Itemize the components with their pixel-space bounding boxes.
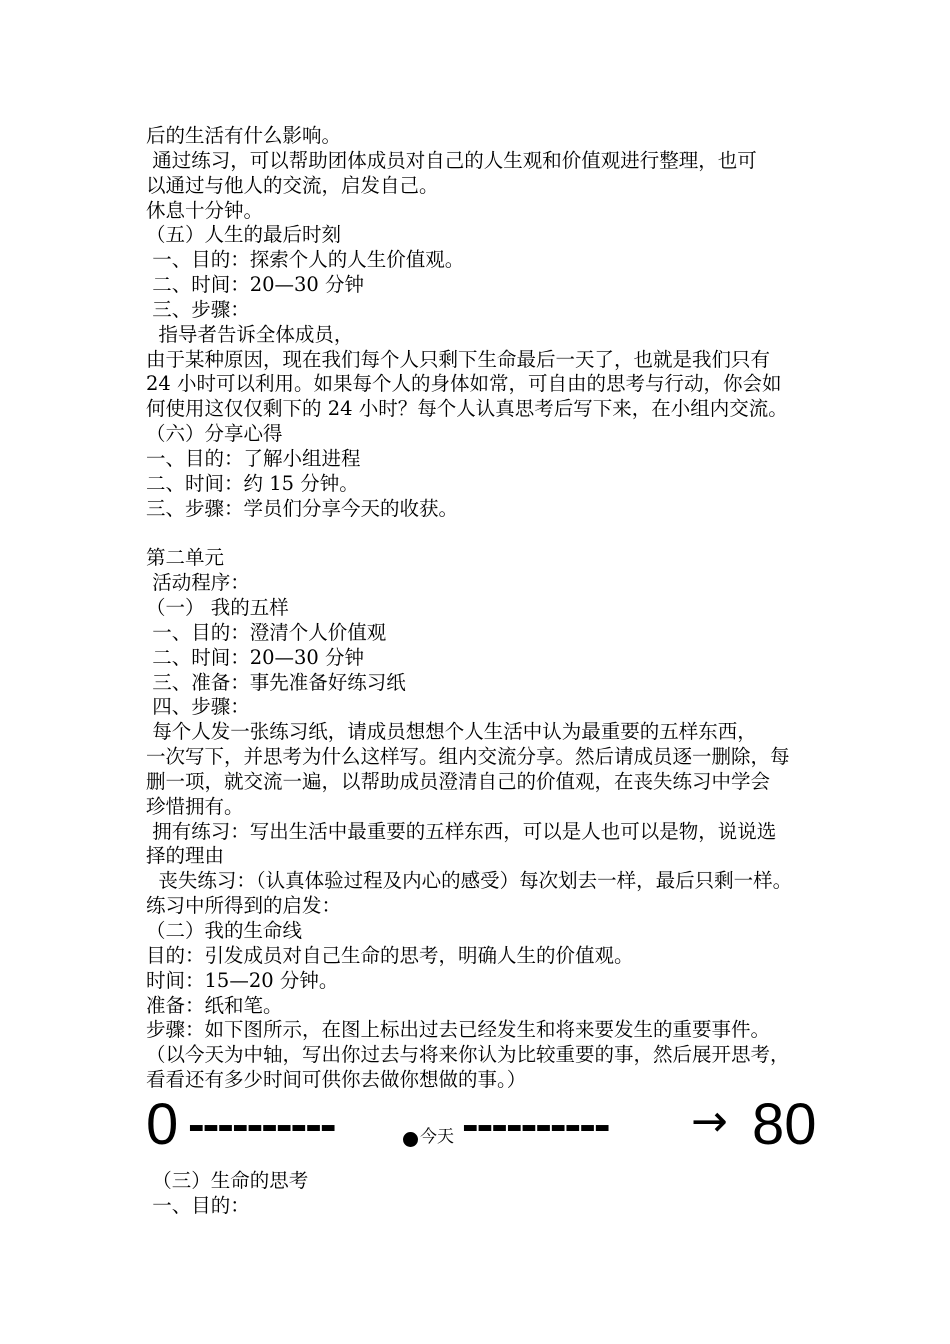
text-line: 练习中所得到的启发： [146, 894, 342, 918]
blank-line [146, 522, 861, 547]
text-line: 看看还有多少时间可供你去做你想做的事。） [146, 1068, 527, 1092]
text-line: 通过练习，可以帮助团体成员对自己的人生观和价值观进行整理，也可 [146, 148, 757, 172]
text-line: （一） 我的五样 [146, 596, 289, 620]
text-line: 一、目的：澄清个人价值观 [146, 620, 387, 644]
text-line: 择的理由 [146, 844, 225, 868]
text-line: 活动程序： [146, 571, 250, 595]
text-line: 二、时间：约 15 分钟。 [146, 471, 359, 495]
text-line: 由于某种原因，现在我们每个人只剩下生命最后一天了，也就是我们只有 [146, 347, 771, 371]
text-line: （以今天为中轴，写出你过去与将来你认为比较重要的事，然后展开思考， [146, 1043, 790, 1067]
text-line: 何使用这仅仅剩下的 24 小时？每个人认真思考后写下来，在小组内交流。 [146, 397, 788, 421]
text-line: 一、目的： [146, 1193, 250, 1217]
text-line: 目的：引发成员对自己生命的思考，明确人生的价值观。 [146, 943, 634, 967]
section-unit-one-end [146, 124, 861, 522]
timeline-end-label: 80 [752, 1091, 817, 1157]
text-line: 拥有练习：写出生活中最重要的五样东西，可以是人也可以是物，说说选 [146, 819, 777, 843]
text-line: 一、目的：了解小组进程 [146, 446, 361, 470]
text-line: 二、时间：20—30 分钟 [146, 645, 365, 669]
timeline-future-dashes: ---------- [462, 1095, 609, 1152]
text-line: 删一项，就交流一遍，以帮助成员澄清自己的价值观，在丧失练习中学会 [146, 769, 771, 793]
text-line: 24 小时可以利用。如果每个人的身体如常，可自由的思考与行动，你会如 [146, 372, 782, 396]
text-line: （五）人生的最后时刻 [146, 223, 342, 247]
text-line: 一次写下，并思考为什么这样写。组内交流分享。然后请成员逐一删除，每 [146, 745, 790, 769]
text-line: 三、步骤： [146, 297, 250, 321]
text-line: 丧失练习：（认真体验过程及内心的感受）每次划去一样，最后只剩一样。 [146, 869, 793, 893]
section-unit-two [146, 546, 861, 1093]
text-line: 二、时间：20—30 分钟 [146, 273, 365, 297]
text-line: （二）我的生命线 [146, 919, 303, 942]
text-line: 以通过与他人的交流，启发自己。 [146, 173, 439, 197]
text-line: 后的生活有什么影响。 [146, 124, 342, 147]
timeline-past-dashes: ---------- [188, 1095, 335, 1152]
today-label: 今天 [420, 1126, 454, 1147]
text-line: 四、步骤： [146, 695, 250, 719]
text-line: 准备：纸和笔。 [146, 993, 283, 1017]
text-line: 指导者告诉全体成员， [146, 322, 354, 346]
text-line: 一、目的：探索个人的人生价值观。 [146, 248, 465, 272]
life-line-diagram [146, 1093, 861, 1169]
document-body [146, 124, 861, 1219]
timeline-start-label: 0 [146, 1091, 179, 1157]
section-life-thinking [146, 1169, 861, 1219]
text-line: 每个人发一张练习纸，请成员想想个人生活中认为最重要的五样东西， [146, 720, 757, 744]
text-line: 三、步骤：学员们分享今天的收获。 [146, 496, 459, 520]
text-line: 步骤：如下图所示，在图上标出过去已经发生和将来要发生的重要事件。 [146, 1018, 771, 1042]
text-line: 珍惜拥有。 [146, 794, 244, 818]
text-line: 三、准备：事先准备好练习纸 [146, 670, 406, 694]
text-line: （三）生命的思考 [146, 1168, 309, 1192]
text-line: 休息十分钟。 [146, 198, 264, 222]
text-line: （六）分享心得 [146, 422, 283, 446]
timeline-arrow-icon: → [691, 1095, 728, 1147]
text-line: 第二单元 [146, 546, 225, 570]
text-line: 时间：15—20 分钟。 [146, 968, 339, 992]
today-marker-dot [403, 1132, 418, 1147]
